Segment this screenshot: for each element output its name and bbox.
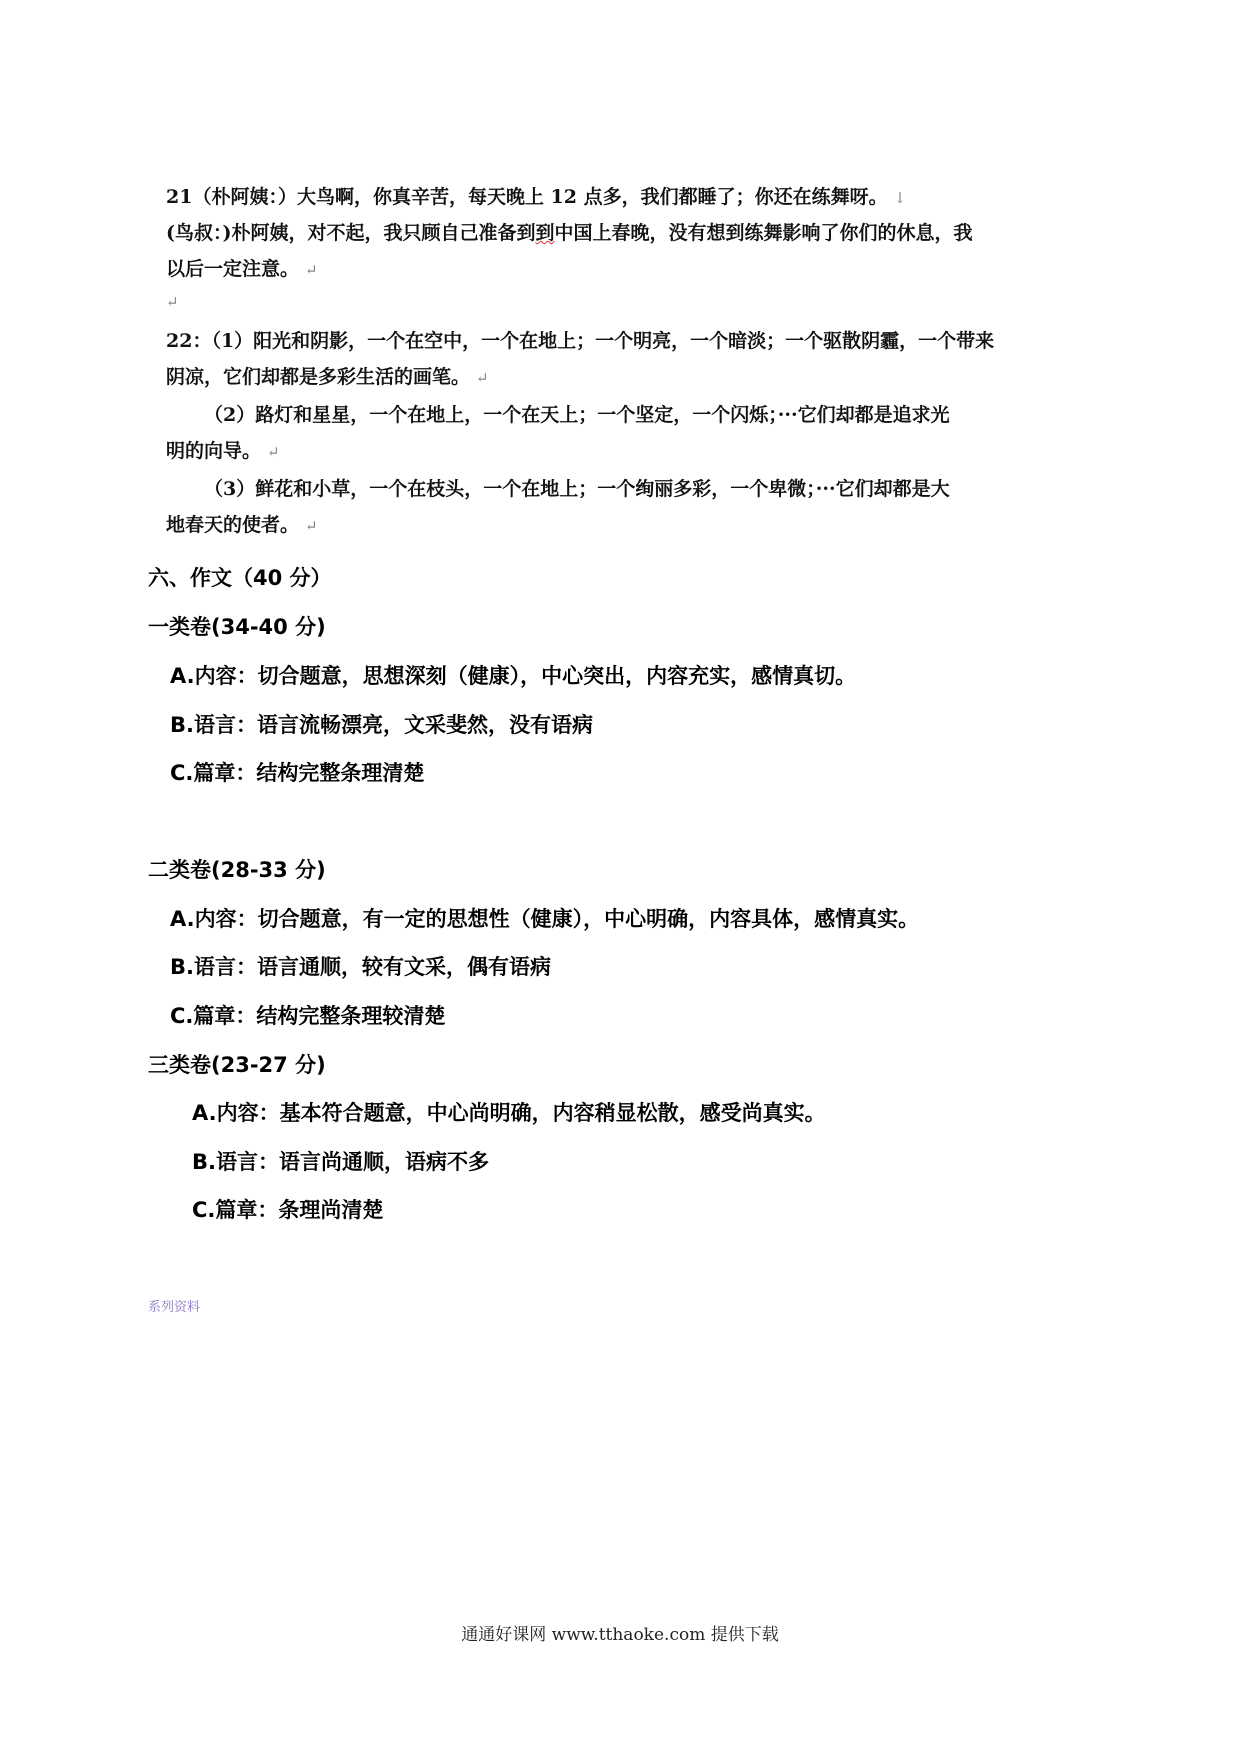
q22-line-2-text: 阴凉，它们却都是多彩生活的画笔。 [166, 366, 471, 388]
empty-line [166, 290, 179, 312]
q22-line-1-text: 22：（1）阳光和阴影，一个在空中，一个在地上；一个明亮，一个暗淡；一个驱散阴霾，一个带来 [166, 330, 995, 352]
q22-line-6 [166, 510, 318, 537]
tier3-title: 三类卷(23-27 分) [148, 1053, 326, 1077]
q22-line-3 [204, 400, 950, 427]
q22-line-5-text: （3）鲜花和小草，一个在枝头，一个在地上；一个绚丽多彩，一个卑微；···它们却都是大 [204, 478, 950, 500]
q21-line-3-text: 以后一定注意。 [166, 258, 300, 280]
tier2-language: B.语言：语言通顺，较有文采，偶有语病 [170, 955, 551, 979]
tier2-content: A.内容：切合题意，有一定的思想性（健康），中心明确，内容具体，感情真实。 [170, 907, 920, 931]
page-footer: 通通好课网 www.tthaoke.com 提供下载 [461, 1625, 779, 1645]
tier1-content: A.内容：切合题意，思想深刻（健康），中心突出，内容充实，感情真切。 [170, 664, 857, 688]
tier2-title: 二类卷(28-33 分) [148, 858, 326, 882]
q22-line-3-text: （2）路灯和星星，一个在地上，一个在天上；一个坚定，一个闪烁；···它们却都是追求光 [204, 404, 950, 426]
tier3-language: B.语言：语言尚通顺，语病不多 [192, 1150, 489, 1174]
paragraph-mark: ↵ [166, 293, 179, 311]
q21-line-2-text-c: 中国上春晚，没有想到练舞影响了你们的休息，我 [554, 222, 973, 244]
q21-line-2 [166, 218, 973, 245]
q22-line-5 [204, 474, 950, 501]
q22-line-4-text: 明的向导。 [166, 440, 262, 462]
q22-line-6-text: 地春天的使者。 [166, 514, 300, 536]
essay-heading: 六、作文（40 分） [148, 566, 332, 590]
q21-line-2-text-a: (鸟叔：)朴阿姨，对不起，我只顾自己准备到 [166, 222, 536, 244]
tier3-structure: C.篇章：条理尚清楚 [192, 1198, 384, 1222]
q21-line-2-spellcheck-word: 到 [535, 222, 555, 244]
q22-line-1 [166, 326, 994, 353]
tier2-structure: C.篇章：结构完整条理较清楚 [170, 1004, 446, 1028]
tier1-language: B.语言：语言流畅漂亮，文采斐然，没有语病 [170, 713, 593, 737]
q21-line-3 [166, 254, 318, 281]
paragraph-mark: ↵ [305, 517, 318, 535]
q22-line-4 [166, 436, 280, 463]
q21-line-1-text: 21（朴阿姨：）大鸟啊，你真辛苦，每天晚上 12 点多，我们都睡了；你还在练舞呀。 [166, 186, 888, 208]
down-arrow-mark: ↓ [893, 189, 907, 207]
tier1-title: 一类卷(34-40 分) [148, 615, 326, 639]
series-materials-link[interactable]: 系列资料 [148, 1300, 201, 1315]
tier3-content: A.内容：基本符合题意，中心尚明确，内容稍显松散，感受尚真实。 [192, 1101, 826, 1125]
scanned-answer-block [160, 172, 1120, 544]
q22-line-2 [166, 362, 489, 389]
paragraph-mark: ↵ [476, 369, 489, 387]
tier1-structure: C.篇章：结构完整条理清楚 [170, 761, 425, 785]
paragraph-mark: ↵ [305, 261, 318, 279]
q21-line-1 [166, 182, 906, 209]
paragraph-mark: ↵ [267, 443, 280, 461]
